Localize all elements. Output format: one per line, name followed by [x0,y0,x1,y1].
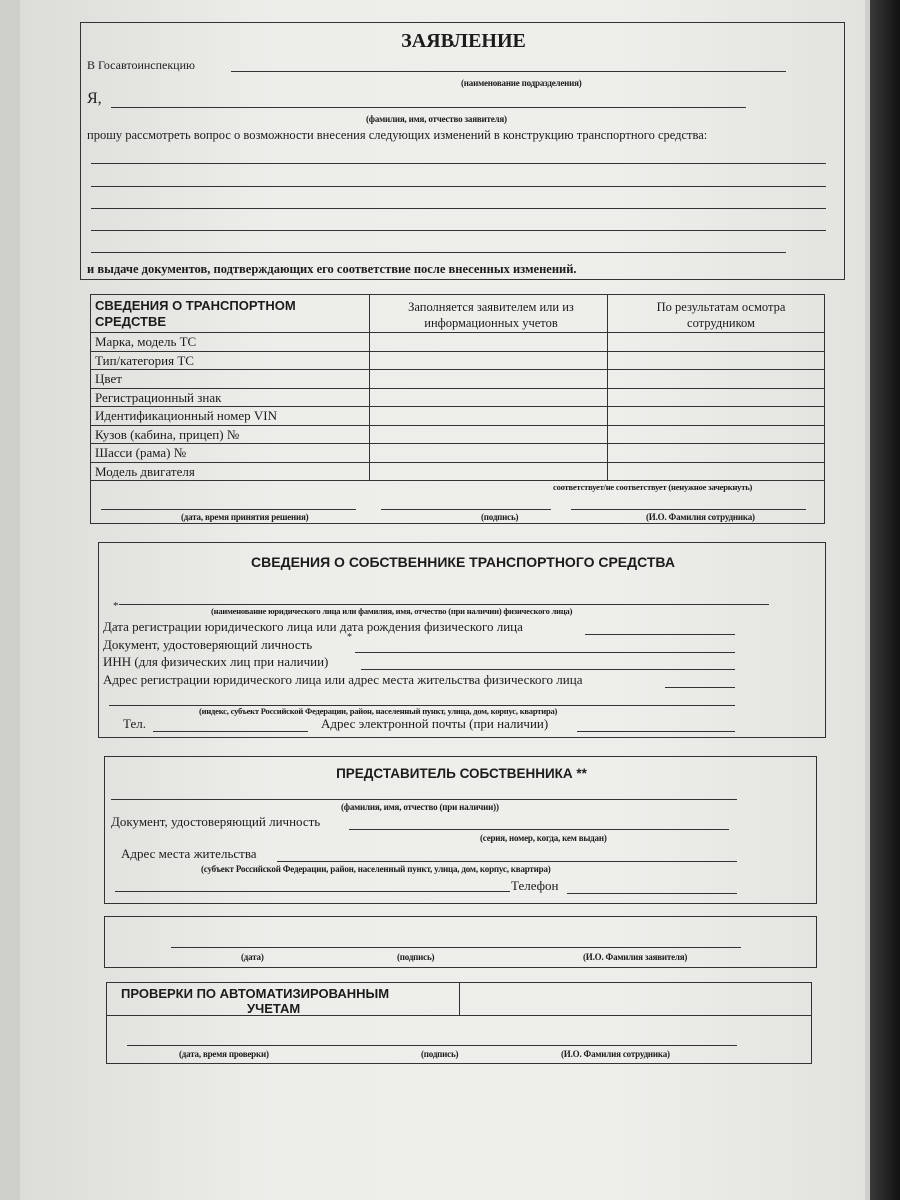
representative-address-field-1[interactable] [277,861,737,862]
checks-title-line1: ПРОВЕРКИ ПО АВТОМАТИЗИРОВАННЫМ [121,986,390,1001]
vehicle-row-label: Марка, модель ТС [95,334,197,349]
closing-text: и выдаче документов, подтверждающих его соответствие после внесенных изменений. [87,262,577,276]
representative-id-doc-hint: (серия, номер, когда, кем выдан) [480,833,607,843]
vehicle-row-label: Модель двигателя [95,463,195,479]
vehicle-officer-hint: (И.О. Фамилия сотрудника) [646,512,755,522]
applicant-signature-hint: (подпись) [397,952,435,962]
applicant-signature-block [104,916,817,968]
changes-line-1[interactable] [91,163,826,164]
form-sheet [20,0,865,1200]
i-hint: (фамилия, имя, отчество заявителя) [366,114,507,124]
vehicle-inspection-value-cell[interactable] [608,425,823,444]
applicant-date-hint: (дата) [241,952,264,962]
vehicle-col3-header: По результатам осмотра сотрудником [656,300,786,330]
owner-address-hint: (индекс, субъект Российской Федерации, район, населенный пункт, улица, дом, корпус, квартира) [199,706,558,716]
representative-address-field-2[interactable] [115,891,510,892]
vehicle-table [90,294,825,524]
conforms-hint: соответствует/не соответствует (ненужное зачеркнуть) [553,482,753,492]
changes-line-5[interactable] [91,252,786,253]
vehicle-row-label: Цвет [95,371,122,386]
application-block [80,22,845,280]
vehicle-row-label: Кузов (кабина, прицеп) № [95,426,240,442]
vehicle-applicant-value-cell[interactable] [370,351,606,370]
vehicle-inspection-value-cell[interactable] [608,388,823,407]
vehicle-inspection-value-cell[interactable] [608,462,823,481]
to-hint: (наименование подразделения) [461,78,582,88]
representative-address-label: Адрес места жительства [121,846,257,861]
vehicle-row-divider [91,480,824,481]
vehicle-applicant-value-cell[interactable] [370,406,606,425]
applicant-date-field[interactable] [171,947,741,948]
representative-id-doc-field[interactable] [349,829,729,830]
owner-phone-field[interactable] [153,731,308,732]
i-label: Я, [87,90,102,107]
applicant-name-hint: (И.О. Фамилия заявителя) [583,952,688,962]
representative-name-field[interactable] [111,799,737,800]
owner-id-doc-field[interactable] [355,652,735,653]
owner-name-field[interactable] [119,604,769,605]
vehicle-applicant-value-cell[interactable] [370,369,606,388]
vehicle-inspection-value-cell[interactable] [608,369,823,388]
vehicle-applicant-value-cell[interactable] [370,388,606,407]
representative-address-hint: (субъект Российской Федерации, район, населенный пункт, улица, дом, корпус, квартира) [201,864,551,874]
representative-block [104,756,817,904]
representative-phone-field[interactable] [567,893,737,894]
vehicle-row-label: Тип/категория ТС [95,352,194,368]
vehicle-row-label: Шасси (рама) № [95,445,187,460]
checks-title-line2: УЧЕТАМ [247,1001,301,1016]
inn-label: ИНН (для физических лиц при наличии) [103,654,329,669]
owner-id-doc-label: Документ, удостоверяющий личность [103,637,313,652]
representative-phone-label: Телефон [511,878,559,893]
owner-id-doc-star: * [347,632,352,643]
vehicle-signature-field[interactable] [381,509,551,510]
checks-officer-hint: (И.О. Фамилия сотрудника) [561,1049,670,1059]
vehicle-col2-header: Заполняется заявителем или из информационных учетов [408,300,574,330]
vehicle-applicant-value-cell[interactable] [370,425,606,444]
vehicle-row-label: Идентификационный номер VIN [95,408,277,423]
phone-label: Тел. [123,716,146,731]
vehicle-applicant-value-cell[interactable] [370,462,606,481]
decision-date-field[interactable] [101,509,356,510]
email-field[interactable] [577,731,735,732]
owner-name-hint: (наименование юридического лица или фамилия, имя, отчество (при наличии) физического лица) [211,606,573,616]
changes-line-3[interactable] [91,208,826,209]
checks-date-field[interactable] [127,1045,737,1046]
owner-address-field-1[interactable] [665,687,735,688]
applicant-name-field[interactable] [111,107,746,108]
reg-date-field[interactable] [585,634,735,635]
changes-line-4[interactable] [91,230,826,231]
vehicle-row-label: Регистрационный знак [95,389,222,405]
vehicle-col1-header: СВЕДЕНИЯ О ТРАНСПОРТНОМ СРЕДСТВЕ [95,298,296,329]
monitor-bezel [870,0,900,1200]
checks-block [106,982,812,1064]
representative-name-hint: (фамилия, имя, отчество (при наличии)) [341,802,499,812]
checks-date-hint: (дата, время проверки) [179,1049,269,1059]
inn-field[interactable] [361,669,735,670]
representative-title: ПРЕДСТАВИТЕЛЬ СОБСТВЕННИКА ** [336,766,587,781]
vehicle-applicant-value-cell[interactable] [370,443,606,462]
vehicle-inspection-value-cell[interactable] [608,406,823,425]
decision-date-hint: (дата, время принятия решения) [181,512,309,522]
checks-signature-hint: (подпись) [421,1049,459,1059]
representative-id-doc-label: Документ, удостоверяющий личность [111,814,321,829]
changes-line-2[interactable] [91,186,826,187]
reg-date-label: Дата регистрации юридического лица или дата рождения физического лица [103,619,523,634]
request-text: прошу рассмотреть вопрос о возможности внесения следующих изменений в конструкцию транспортного средства: [87,128,708,142]
to-label: В Госавтоинспекцию [87,58,195,72]
email-label: Адрес электронной почты (при наличии) [321,716,549,731]
owner-star: * [113,600,119,612]
owner-title: СВЕДЕНИЯ О СОБСТВЕННИКЕ ТРАНСПОРТНОГО СРЕДСТВА [251,554,675,570]
to-field[interactable] [231,71,786,72]
vehicle-inspection-value-cell[interactable] [608,443,823,462]
vehicle-inspection-value-cell[interactable] [608,351,823,370]
vehicle-applicant-value-cell[interactable] [370,332,606,351]
form-title: ЗАЯВЛЕНИЕ [401,30,526,52]
vehicle-signature-hint: (подпись) [481,512,519,522]
owner-address-label: Адрес регистрации юридического лица или адрес места жительства физического лица [103,672,583,687]
vehicle-inspection-value-cell[interactable] [608,332,823,351]
owner-block [98,542,826,738]
vehicle-officer-field[interactable] [571,509,806,510]
